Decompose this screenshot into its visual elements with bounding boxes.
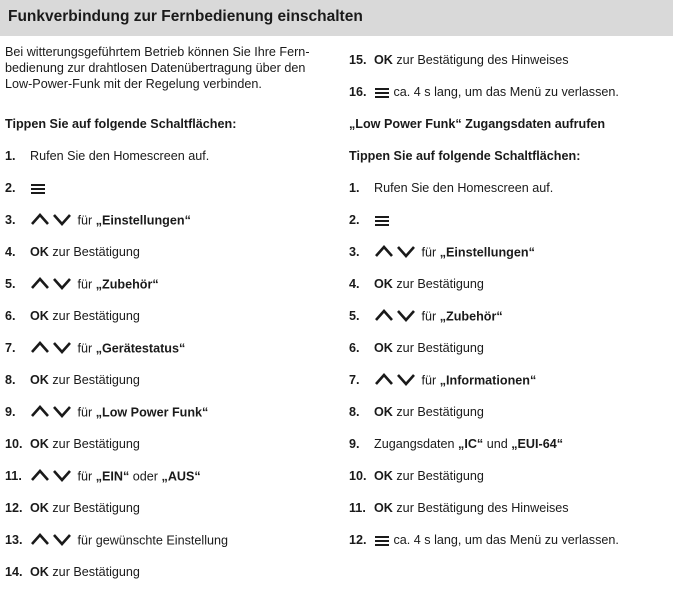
chevron-up-icon	[376, 311, 392, 320]
up-down-arrows-icon	[30, 468, 74, 486]
up-down-arrows-icon	[30, 404, 74, 422]
step-item: 13. für gewünschte Einstellung	[5, 532, 228, 550]
step-item: 3. für „Einstellungen“	[5, 212, 191, 230]
step-item: 11. für „EIN“ oder „AUS“	[5, 468, 201, 486]
step-item: 6. OK zur Bestätigung	[5, 309, 140, 323]
step-item: 7. für „Gerätestatus“	[5, 340, 185, 358]
chevron-up-icon	[32, 535, 48, 544]
step-item: 4. OK zur Bestätigung	[5, 245, 140, 259]
chevron-up-icon	[376, 247, 392, 256]
step-number: 2.	[5, 181, 16, 195]
up-down-arrows-icon	[30, 340, 74, 358]
step-number: 11.	[5, 469, 22, 484]
step-item	[5, 180, 46, 196]
chevron-down-icon	[398, 311, 414, 320]
step-number: 10.	[5, 437, 23, 451]
step-item: 8. OK zur Bestätigung	[5, 373, 140, 387]
step-number: 1.	[349, 181, 360, 195]
menu-icon	[30, 183, 46, 195]
step-number: 4.	[5, 245, 16, 259]
step-item: 15. OK zur Bestätigung des Hinweises	[349, 53, 569, 67]
title-bar	[0, 0, 673, 36]
step-number: 11.	[349, 501, 366, 515]
step-number: 1.	[5, 149, 16, 163]
step-number: 15.	[349, 53, 367, 67]
step-number: 7.	[5, 341, 16, 356]
step-number: 8.	[5, 373, 16, 387]
menu-icon	[374, 535, 390, 547]
chevron-up-icon	[32, 279, 48, 288]
chevron-down-icon	[54, 215, 70, 224]
chevron-up-icon	[376, 375, 392, 384]
chevron-down-icon	[54, 535, 70, 544]
chevron-down-icon	[398, 247, 414, 256]
chevron-down-icon	[54, 407, 70, 416]
step-number: 12.	[5, 501, 23, 515]
menu-icon	[374, 87, 390, 99]
chevron-up-icon	[32, 215, 48, 224]
step-number: 5.	[349, 309, 360, 324]
chevron-up-icon	[32, 471, 48, 480]
chevron-down-icon	[54, 471, 70, 480]
step-item: 7. für „Informationen“	[349, 372, 536, 390]
step-number: 3.	[5, 213, 16, 228]
step-item: 10. OK zur Bestätigung	[349, 469, 484, 483]
step-number: 14.	[5, 565, 23, 579]
up-down-arrows-icon	[30, 212, 74, 230]
step-item: 5. für „Zubehör“	[5, 276, 159, 294]
step-item: 16. ca. 4 s lang, um das Menü zu verlassen.	[349, 85, 619, 99]
step-item: 11. OK zur Bestätigung des Hinweises	[349, 501, 569, 515]
up-down-arrows-icon	[30, 532, 74, 550]
step-item: 8. OK zur Bestätigung	[349, 405, 484, 419]
step-number: 9.	[349, 437, 360, 451]
up-down-arrows-icon	[30, 276, 74, 294]
step-item: 6. OK zur Bestätigung	[349, 341, 484, 355]
step-item	[349, 212, 390, 228]
step-item: 14. OK zur Bestätigung	[5, 565, 140, 579]
menu-icon	[374, 215, 390, 227]
step-number: 13.	[5, 533, 23, 548]
step-item: 4. OK zur Bestätigung	[349, 277, 484, 291]
step-number: 16.	[349, 85, 367, 99]
access-data-subtitle: „Low Power Funk“ Zugangsdaten aufrufen	[349, 117, 606, 131]
step-number: 3.	[349, 245, 360, 260]
step-item: 12. ca. 4 s lang, um das Menü zu verlassen.	[349, 533, 619, 547]
chevron-up-icon	[32, 343, 48, 352]
step-number: 9.	[5, 405, 16, 420]
step-number: 6.	[349, 341, 360, 355]
step-number: 6.	[5, 309, 16, 323]
up-down-arrows-icon	[374, 372, 418, 390]
step-number: 8.	[349, 405, 360, 419]
left-heading: Tippen Sie auf folgende Schaltflächen:	[5, 117, 237, 131]
step-item: 3. für „Einstellungen“	[349, 244, 535, 262]
step-item: 10. OK zur Bestätigung	[5, 437, 140, 451]
step-number: 12.	[349, 533, 367, 547]
step-item: 12. OK zur Bestätigung	[5, 501, 140, 515]
intro-paragraph: Bei witterungsgeführtem Betrieb können Sie Ihre Fern- bedienung zur drahtlosen Datenübertragung über den Low-Power-Funk mit der Regelung verbinden.	[5, 45, 310, 91]
page-title: Funkverbindung zur Fernbedienung einschalten	[8, 8, 363, 25]
step-item: 9. Zugangsdaten „IC“ und „EUI-64“	[349, 437, 564, 451]
step-number: 4.	[349, 277, 360, 291]
up-down-arrows-icon	[374, 308, 418, 326]
chevron-down-icon	[54, 279, 70, 288]
step-number: 2.	[349, 213, 360, 227]
chevron-down-icon	[54, 343, 70, 352]
step-item: 5. für „Zubehör“	[349, 308, 503, 326]
chevron-down-icon	[398, 375, 414, 384]
step-number: 10.	[349, 469, 367, 483]
step-item: 1. Rufen Sie den Homescreen auf.	[349, 181, 554, 195]
step-number: 7.	[349, 373, 360, 388]
up-down-arrows-icon	[374, 244, 418, 262]
right-heading: Tippen Sie auf folgende Schaltflächen:	[349, 149, 581, 163]
chevron-up-icon	[32, 407, 48, 416]
step-item: 9. für „Low Power Funk“	[5, 404, 208, 422]
step-item: 1. Rufen Sie den Homescreen auf.	[5, 149, 210, 163]
step-number: 5.	[5, 277, 16, 292]
